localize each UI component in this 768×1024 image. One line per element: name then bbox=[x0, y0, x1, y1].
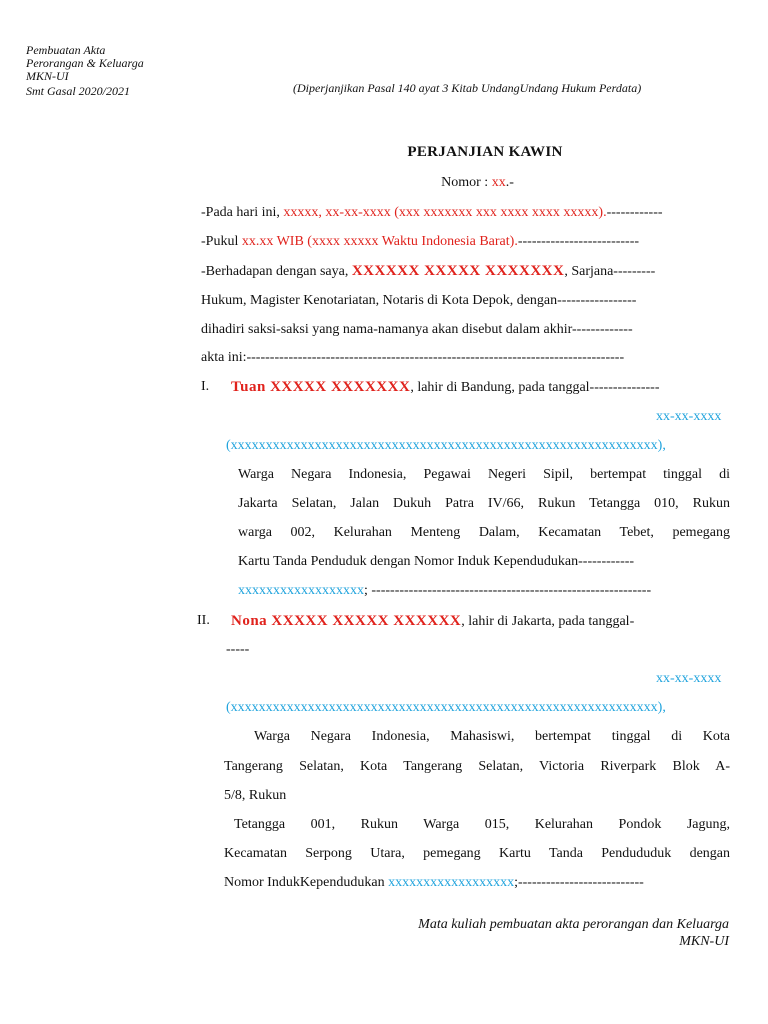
party-2-number: II. bbox=[197, 613, 210, 628]
line-witnesses: dihadiri saksi-saksi yang nama-namanya akan disebut dalam akhir------------- bbox=[201, 322, 633, 337]
party-1-line-2: Jakarta Selatan, Jalan Dukuh Patra IV/66, Rukun Tetangga 010, Rukun bbox=[238, 496, 730, 511]
party-2-intro: Nona XXXXX XXXXX XXXXXX, lahir di Jakarta, pada tanggal- bbox=[231, 613, 635, 629]
header-course-line-3: MKN-UI bbox=[26, 69, 69, 83]
header-course-line-2: Perorangan & Keluarga bbox=[26, 56, 144, 70]
party-1-line-1: Warga Negara Indonesia, Pegawai Negeri Sipil, bertempat tinggal di bbox=[238, 467, 730, 482]
party-1-birth-date: xx-xx-xxxx bbox=[656, 409, 722, 424]
party-2-line-5: Kecamatan Serpong Utara, pemegang Kartu Tanda Pendududuk dengan bbox=[224, 846, 730, 861]
party-1-intro: Tuan XXXXX XXXXXXX, lahir di Bandung, pada tanggal--------------- bbox=[231, 379, 660, 395]
party-1-nik: xxxxxxxxxxxxxxxxxx; ------------------------------------------------------------ bbox=[238, 583, 652, 598]
party-1-line-3: warga 002, Kelurahan Menteng Dalam, Kecamatan Tebet, pemegang bbox=[238, 525, 730, 540]
party-2-birth-date: xx-xx-xxxx bbox=[656, 671, 722, 686]
party-2-line-3: 5/8, Rukun bbox=[224, 788, 287, 803]
header-course-line-4: Smt Gasal 2020/2021 bbox=[26, 84, 131, 98]
document-title: PERJANJIAN KAWIN bbox=[407, 144, 563, 160]
party-2-line-2: Tangerang Selatan, Kota Tangerang Selatan, Victoria Riverpark Blok A- bbox=[224, 759, 730, 774]
line-time: -Pukul xx.xx WIB (xxxx xxxxx Waktu Indonesia Barat).-------------------------- bbox=[201, 234, 640, 249]
party-1-line-4: Kartu Tanda Penduduk dengan Nomor Induk Kependudukan------------ bbox=[238, 554, 635, 569]
party-2-dash-cont: ----- bbox=[226, 642, 250, 657]
party-1-number: I. bbox=[201, 379, 210, 394]
party-2-line-1: Warga Negara Indonesia, Mahasiswi, bertempat tinggal di Kota bbox=[254, 729, 730, 744]
party-2-birth-date-text: (xxxxxxxxxxxxxxxxxxxxxxxxxxxxxxxxxxxxxxxxxxxxxxxxxxxxxxxxxxxxx), bbox=[226, 700, 666, 715]
party-2-nik: Nomor IndukKependudukan xxxxxxxxxxxxxxxxxx;--------------------------- bbox=[224, 875, 644, 890]
line-notary: -Berhadapan dengan saya, XXXXXX XXXXX XXXXXXX, Sarjana--------- bbox=[201, 263, 656, 279]
header-course-line-1: Pembuatan Akta bbox=[26, 43, 106, 57]
line-akta: akta ini:--------------------------------------------------------------------------------- bbox=[201, 350, 625, 365]
party-1-birth-date-text: (xxxxxxxxxxxxxxxxxxxxxxxxxxxxxxxxxxxxxxxxxxxxxxxxxxxxxxxxxxxxx), bbox=[226, 438, 666, 453]
footer-line-2: MKN-UI bbox=[679, 934, 729, 949]
line-day: -Pada hari ini, xxxxx, xx-xx-xxxx (xxx xxxxxxx xxx xxxx xxxx xxxxx).------------ bbox=[201, 205, 663, 220]
line-notary-title: Hukum, Magister Kenotariatan, Notaris di Kota Depok, dengan----------------- bbox=[201, 293, 637, 308]
legal-basis: (Diperjanjikan Pasal 140 ayat 3 Kitab UndangUndang Hukum Perdata) bbox=[293, 81, 642, 95]
footer-line-1: Mata kuliah pembuatan akta perorangan dan Keluarga bbox=[418, 917, 729, 932]
party-2-line-4: Tetangga 001, Rukun Warga 015, Kelurahan Pondok Jagung, bbox=[234, 817, 730, 832]
document-number: Nomor : xx.- bbox=[441, 175, 514, 190]
